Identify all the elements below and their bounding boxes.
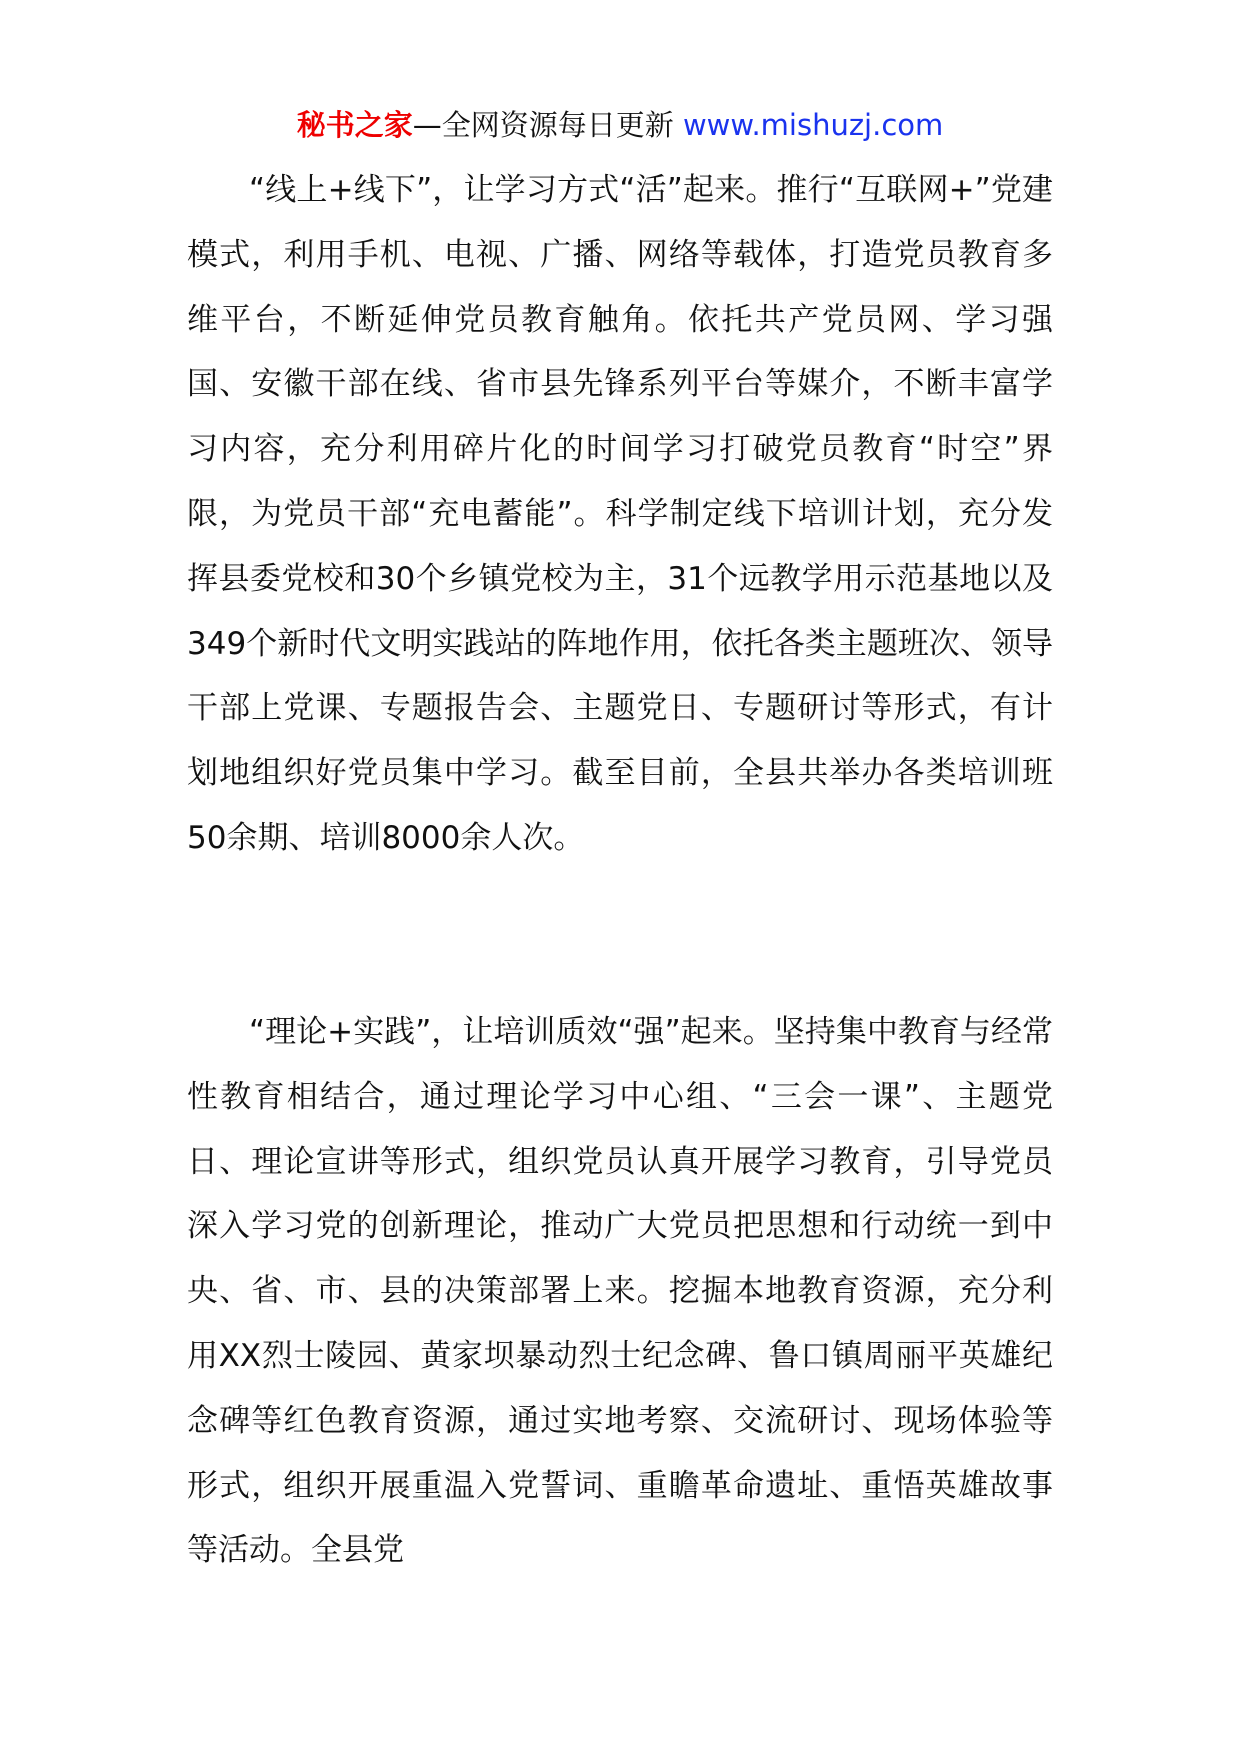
- page-header: [0, 100, 1240, 150]
- site-url-link[interactable]: www.mishuzj.com: [682, 108, 944, 142]
- paragraph-online-offline: “线上+线下”，让学习方式“活”起来。推行“互联网+”党建模式，利用手机、电视、广播、网络等载体，打造党员教育多维平台，不断延伸党员教育触角。依托共产党员网、学习强国、安徽干部在线、省市县先锋系列平台等媒介，不断丰富学习内容，充分利用碎片化的时间学习打破党员教育“时空”界限，为党员干部“充电蓄能”。科学制定线下培训计划，充分发挥县委党校和30个乡镇党校为主，31个远教学用示范基地以及349个新时代文明实践站的阵地作用，依托各类主题班次、领导干部上党课、专题报告会、主题党日、专题研讨等形式，有计划地组织好党员集中学习。截至目前，全县共举办各类培训班50余期、培训8000余人次。: [187, 172, 1053, 856]
- paragraph-theory-practice: “理论+实践”，让培训质效“强”起来。坚持集中教育与经常性教育相结合，通过理论学习中心组、“三会一课”、主题党日、理论宣讲等形式，组织党员认真开展学习教育，引导党员深入学习党的创新理论，推动广大党员把思想和行动统一到中央、省、市、县的决策部署上来。挖掘本地教育资源，充分利用XX烈士陵园、黄家坝暴动烈士纪念碑、鲁口镇周丽平英雄纪念碑等红色教育资源，通过实地考察、交流研讨、现场体验等形式，组织开展重温入党誓词、重瞻革命遗址、重悟英雄故事等活动。全县党: [187, 1014, 1053, 1569]
- brand-name: 秘书之家: [296, 108, 413, 142]
- header-tagline: —全网资源每日更新: [412, 108, 683, 142]
